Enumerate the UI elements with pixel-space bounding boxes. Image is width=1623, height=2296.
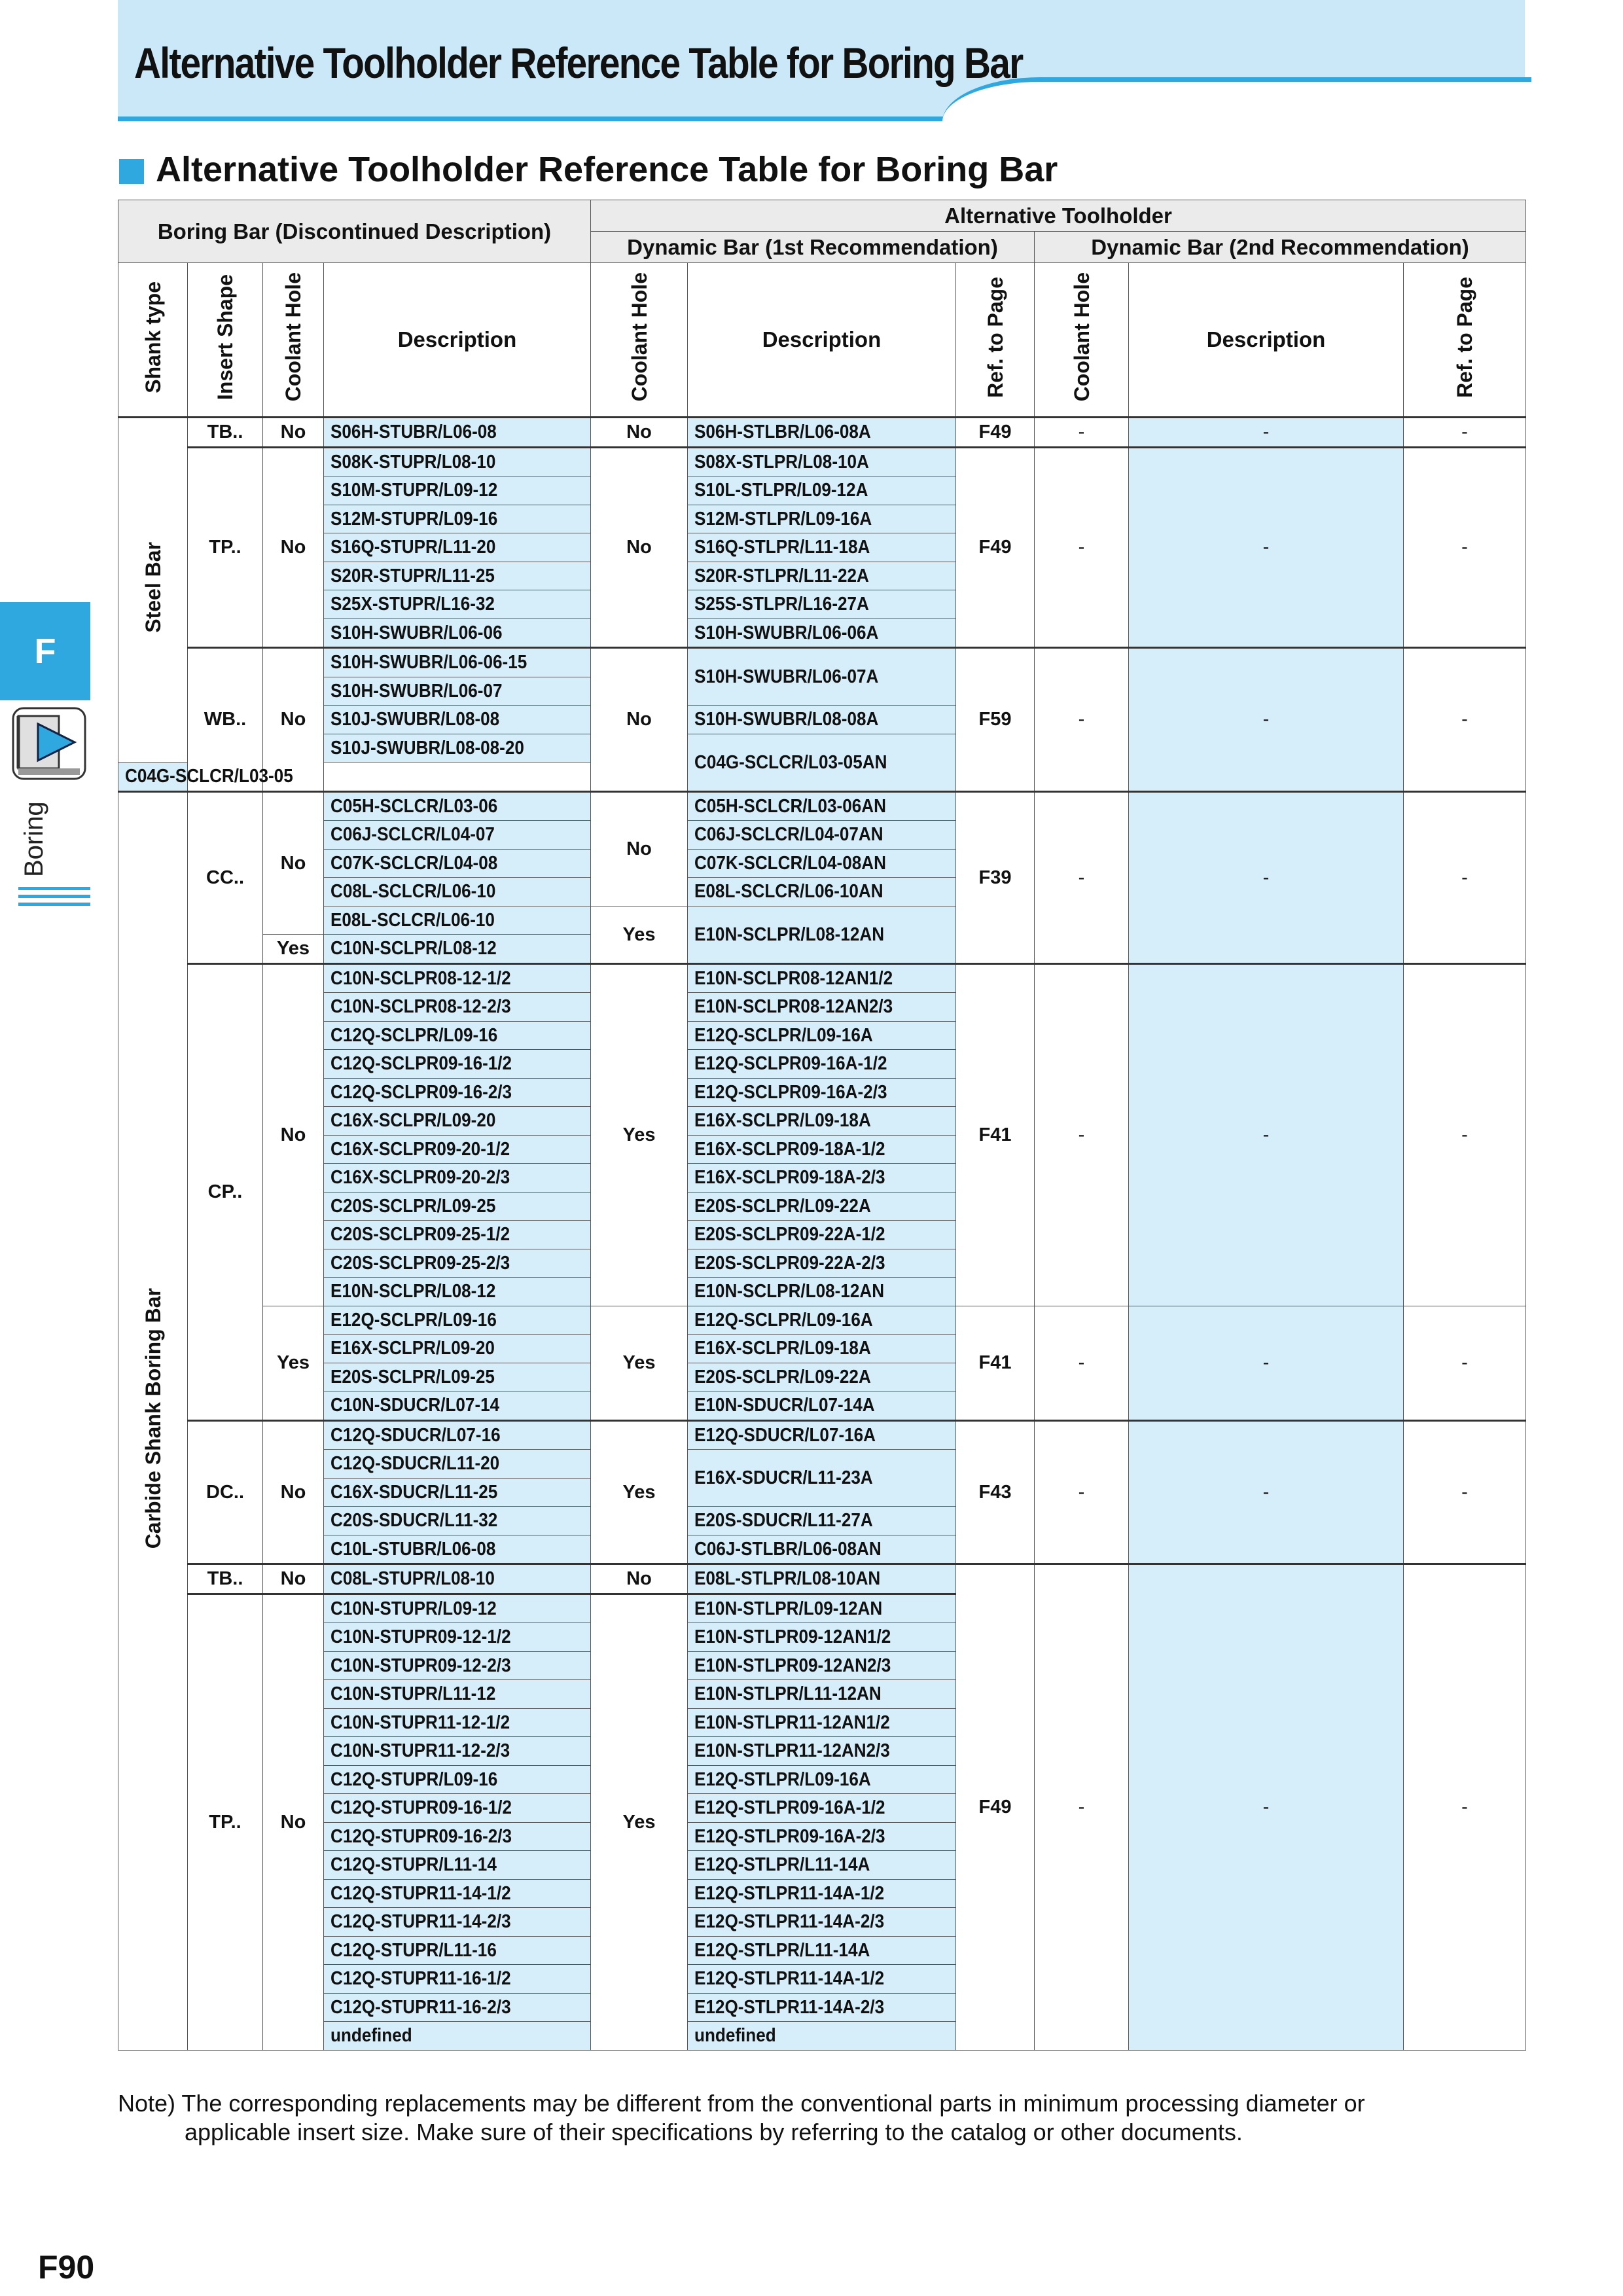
col-ref-page-2nd: Ref. to Page [1404, 263, 1526, 418]
coolant-2nd-cell: - [1035, 418, 1129, 448]
alt-coolant-cell: No [591, 447, 688, 648]
shank-type-cell: Carbide Shank Boring Bar [118, 791, 188, 2050]
table-row [118, 791, 1526, 821]
coolant-2nd-cell: - [1035, 791, 1129, 963]
orig-description-cell: C16X-SCLPR09-20-2/3 [324, 1164, 591, 1193]
orig-description-cell: S10J-SWUBR/L08-08 [324, 706, 591, 734]
coolant-2nd-cell: - [1035, 447, 1129, 648]
orig-description-cell: C16X-SCLPR/L09-20 [324, 1107, 591, 1136]
coolant-cell: Yes [263, 1306, 324, 1420]
col-description-1st: Description [688, 263, 956, 418]
alt-description-cell: E20S-SCLPR/L09-22A [688, 1363, 956, 1391]
orig-description-cell: undefined [324, 2022, 591, 2051]
orig-description-cell: S10J-SWUBR/L08-08-20 [324, 734, 591, 762]
orig-description-cell: S16Q-STUPR/L11-20 [324, 533, 591, 562]
ref-page-2nd-cell: - [1404, 418, 1526, 448]
col-coolant-hole-2nd: Coolant Hole [1035, 263, 1129, 418]
alt-description-cell: undefined [688, 2022, 956, 2051]
orig-description-cell: S25X-STUPR/L16-32 [324, 590, 591, 619]
alt-description-cell: C07K-SCLCR/L04-08AN [688, 849, 956, 878]
ref-page-cell: F49 [956, 418, 1035, 448]
alt-coolant-cell: No [591, 648, 688, 792]
page-title: Alternative Toolholder Reference Table for Boring Bar [134, 39, 1023, 87]
header-alternative: Alternative Toolholder [591, 200, 1526, 232]
orig-description-cell: C10N-STUPR/L09-12 [324, 1594, 591, 1623]
alt-description-cell: E12Q-SCLPR09-16A-1/2 [688, 1050, 956, 1079]
coolant-cell: Yes [263, 935, 324, 964]
alt-description-cell: E10N-SCLPR08-12AN1/2 [688, 963, 956, 993]
coolant-cell: No [263, 791, 324, 935]
alt-description-cell: E16X-SCLPR09-18A-1/2 [688, 1135, 956, 1164]
alt-description-cell: C06J-SCLCR/L04-07AN [688, 821, 956, 850]
orig-description-cell: C10N-STUPR11-12-2/3 [324, 1737, 591, 1766]
alt-description-cell: E12Q-STLPR11-14A-1/2 [688, 1965, 956, 1994]
ref-page-cell: F49 [956, 1564, 1035, 2051]
section-bullet-icon [119, 159, 144, 184]
alt-description-cell: E10N-SDUCR/L07-14A [688, 1391, 956, 1421]
orig-description-cell: C10L-STUBR/L06-08 [324, 1535, 591, 1564]
alt-description-cell: C06J-STLBR/L06-08AN [688, 1535, 956, 1564]
description-2nd-cell: - [1129, 791, 1404, 963]
orig-description-cell: C07K-SCLCR/L04-08 [324, 849, 591, 878]
alt-description-cell: E12Q-STLPR11-14A-2/3 [688, 1993, 956, 2022]
insert-shape-cell: CP.. [188, 963, 263, 1420]
coolant-cell: No [263, 963, 324, 1306]
orig-description-cell: S10H-SWUBR/L06-06 [324, 619, 591, 648]
orig-description-cell: E10N-SCLPR/L08-12 [324, 1278, 591, 1306]
coolant-2nd-cell: - [1035, 648, 1129, 792]
alt-description-cell: S10H-SWUBR/L06-06A [688, 619, 956, 648]
orig-description-cell: C12Q-SCLPR09-16-1/2 [324, 1050, 591, 1079]
description-2nd-cell: - [1129, 1420, 1404, 1564]
ref-page-cell: F49 [956, 447, 1035, 648]
orig-description-cell: C05H-SCLCR/L03-06 [324, 791, 591, 821]
header-curve [942, 77, 1531, 134]
table-row [118, 1564, 1526, 1594]
alt-description-cell: E12Q-SDUCR/L07-16A [688, 1420, 956, 1450]
ref-page-cell: F43 [956, 1420, 1035, 1564]
description-2nd-cell: - [1129, 1564, 1404, 2051]
alt-description-cell: E16X-SCLPR/L09-18A [688, 1107, 956, 1136]
alt-description-cell: E12Q-STLPR/L09-16A [688, 1765, 956, 1794]
col-shank-type: Shank type [118, 263, 188, 418]
alt-description-cell: S10H-SWUBR/L06-07A [688, 648, 956, 706]
description-2nd-cell: - [1129, 418, 1404, 448]
alt-coolant-cell: Yes [591, 1306, 688, 1420]
alt-description-cell: E10N-STLPR/L11-12AN [688, 1680, 956, 1709]
alt-description-cell: E16X-SDUCR/L11-23A [688, 1450, 956, 1507]
orig-description-cell: C16X-SDUCR/L11-25 [324, 1478, 591, 1507]
orig-description-cell: S20R-STUPR/L11-25 [324, 562, 591, 590]
insert-shape-cell: TP.. [188, 1594, 263, 2050]
orig-description-cell: C20S-SDUCR/L11-32 [324, 1507, 591, 1535]
alt-description-cell: S10L-STLPR/L09-12A [688, 476, 956, 505]
alt-description-cell: S06H-STLBR/L06-08A [688, 418, 956, 448]
alt-description-cell: E12Q-SCLPR/L09-16A [688, 1021, 956, 1050]
ref-page-2nd-cell: - [1404, 1564, 1526, 2051]
table-row [118, 447, 1526, 476]
alt-description-cell: E08L-STLPR/L08-10AN [688, 1564, 956, 1594]
header-boring-bar: Boring Bar (Discontinued Description) [118, 200, 591, 263]
orig-description-cell: C06J-SCLCR/L04-07 [324, 821, 591, 850]
insert-shape-cell: TB.. [188, 418, 263, 448]
alt-description-cell: E20S-SCLPR/L09-22A [688, 1192, 956, 1221]
alt-coolant-cell: No [591, 791, 688, 906]
orig-description-cell: S10M-STUPR/L09-12 [324, 476, 591, 505]
alt-description-cell: E16X-SCLPR09-18A-2/3 [688, 1164, 956, 1193]
orig-description-cell: C12Q-STUPR09-16-2/3 [324, 1822, 591, 1851]
side-lines [18, 887, 90, 910]
insert-shape-cell: TB.. [188, 1564, 263, 1594]
coolant-cell: No [263, 1594, 324, 2050]
orig-description-cell: E12Q-SCLPR/L09-16 [324, 1306, 591, 1335]
orig-description-cell: C12Q-STUPR09-16-1/2 [324, 1794, 591, 1823]
side-tab[interactable]: F [0, 602, 90, 700]
alt-description-cell: E12Q-SCLPR/L09-16A [688, 1306, 956, 1335]
coolant-cell: No [263, 648, 324, 792]
orig-description-cell: C08L-STUPR/L08-10 [324, 1564, 591, 1594]
orig-description-cell: C10N-STUPR/L11-12 [324, 1680, 591, 1709]
alt-description-cell: S08X-STLPR/L08-10A [688, 447, 956, 476]
orig-description-cell: C04G-SCLCR/L03-05 [118, 762, 188, 792]
note-line-2: applicable insert size. Make sure of their specifications by referring to the catalog or other documents. [185, 2119, 1243, 2145]
shank-type-cell: Steel Bar [118, 418, 188, 762]
alt-description-cell: C04G-SCLCR/L03-05AN [688, 734, 956, 791]
orig-description-cell: S08K-STUPR/L08-10 [324, 447, 591, 476]
orig-description-cell: C12Q-STUPR11-14-1/2 [324, 1879, 591, 1908]
alt-description-cell: E08L-SCLCR/L06-10AN [688, 878, 956, 906]
alt-coolant-cell: No [591, 418, 688, 448]
col-coolant-hole-1st: Coolant Hole [591, 263, 688, 418]
section-title: Alternative Toolholder Reference Table for Boring Bar [119, 149, 1058, 190]
alt-description-cell: E10N-STLPR09-12AN1/2 [688, 1623, 956, 1652]
alt-description-cell: E12Q-STLPR/L11-14A [688, 1851, 956, 1880]
orig-description-cell: S10H-SWUBR/L06-06-15 [324, 648, 591, 677]
coolant-2nd-cell: - [1035, 963, 1129, 1306]
insert-shape-cell: WB.. [188, 648, 263, 792]
alt-coolant-cell: No [591, 1564, 688, 1594]
table-row [118, 1420, 1526, 1450]
alt-description-cell: S20R-STLPR/L11-22A [688, 562, 956, 590]
alt-description-cell: E20S-SCLPR09-22A-2/3 [688, 1249, 956, 1278]
alt-description-cell: E16X-SCLPR/L09-18A [688, 1335, 956, 1363]
header-accent-line [118, 117, 955, 121]
alt-description-cell: E10N-SCLPR/L08-12AN [688, 1278, 956, 1306]
ref-page-2nd-cell: - [1404, 791, 1526, 963]
orig-description-cell: S06H-STUBR/L06-08 [324, 418, 591, 448]
coolant-2nd-cell: - [1035, 1420, 1129, 1564]
ref-page-cell: F41 [956, 963, 1035, 1306]
description-2nd-cell: - [1129, 447, 1404, 648]
header-dynamic-2nd: Dynamic Bar (2nd Recommendation) [1035, 232, 1526, 263]
ref-page-cell: F41 [956, 1306, 1035, 1420]
ref-page-cell: F59 [956, 648, 1035, 792]
page-number: F90 [38, 2249, 95, 2286]
orig-description-cell: C12Q-STUPR11-14-2/3 [324, 1908, 591, 1937]
orig-description-cell: E20S-SCLPR/L09-25 [324, 1363, 591, 1391]
orig-description-cell: C16X-SCLPR09-20-1/2 [324, 1135, 591, 1164]
orig-description-cell: C10N-SCLPR08-12-1/2 [324, 963, 591, 993]
orig-description-cell: C12Q-STUPR/L11-16 [324, 1936, 591, 1965]
reference-table [118, 200, 1526, 2051]
alt-description-cell: E10N-STLPR11-12AN2/3 [688, 1737, 956, 1766]
alt-description-cell: E10N-SCLPR08-12AN2/3 [688, 993, 956, 1022]
coolant-cell: No [263, 1564, 324, 1594]
ref-page-2nd-cell: - [1404, 447, 1526, 648]
table-row [118, 1306, 1526, 1335]
description-2nd-cell: - [1129, 963, 1404, 1306]
orig-description-cell: C12Q-STUPR11-16-2/3 [324, 1993, 591, 2022]
coolant-cell: No [263, 418, 324, 448]
alt-coolant-cell: Yes [591, 1420, 688, 1564]
insert-shape-cell: TP.. [188, 447, 263, 648]
alt-description-cell: E10N-SCLPR/L08-12AN [688, 906, 956, 963]
coolant-2nd-cell: - [1035, 1564, 1129, 2051]
alt-description-cell: S16Q-STLPR/L11-18A [688, 533, 956, 562]
side-label: Boring [20, 801, 48, 877]
alt-description-cell: E10N-STLPR09-12AN2/3 [688, 1651, 956, 1680]
orig-description-cell: E08L-SCLCR/L06-10 [324, 906, 591, 935]
alt-description-cell: E12Q-STLPR09-16A-2/3 [688, 1822, 956, 1851]
orig-description-cell: C12Q-SCLPR09-16-2/3 [324, 1078, 591, 1107]
alt-coolant-cell: Yes [591, 1594, 688, 2050]
orig-description-cell: C20S-SCLPR09-25-1/2 [324, 1221, 591, 1249]
ref-page-cell: F39 [956, 791, 1035, 963]
orig-description-cell: C10N-SDUCR/L07-14 [324, 1391, 591, 1421]
coolant-2nd-cell: - [1035, 1306, 1129, 1420]
alt-description-cell: E10N-STLPR/L09-12AN [688, 1594, 956, 1623]
alt-description-cell: E10N-STLPR11-12AN1/2 [688, 1708, 956, 1737]
alt-coolant-cell: Yes [591, 906, 688, 963]
col-ref-page-1st: Ref. to Page [956, 263, 1035, 418]
orig-description-cell: C12Q-STUPR/L09-16 [324, 1765, 591, 1794]
alt-description-cell: E12Q-STLPR11-14A-2/3 [688, 1908, 956, 1937]
ref-page-2nd-cell: - [1404, 1306, 1526, 1420]
alt-description-cell: C05H-SCLCR/L03-06AN [688, 791, 956, 821]
alt-coolant-cell: Yes [591, 963, 688, 1306]
header-dynamic-1st: Dynamic Bar (1st Recommendation) [591, 232, 1035, 263]
ref-page-2nd-cell: - [1404, 1420, 1526, 1564]
insert-shape-cell: CC.. [188, 791, 263, 963]
ref-page-2nd-cell: - [1404, 648, 1526, 792]
orig-description-cell: C12Q-SCLPR/L09-16 [324, 1021, 591, 1050]
orig-description-cell: C12Q-SDUCR/L07-16 [324, 1420, 591, 1450]
orig-description-cell: S10H-SWUBR/L06-07 [324, 677, 591, 706]
alt-description-cell: S10H-SWUBR/L08-08A [688, 706, 956, 734]
note [118, 2089, 1525, 2147]
ref-page-2nd-cell: - [1404, 963, 1526, 1306]
col-description-2nd: Description [1129, 263, 1404, 418]
alt-description-cell: E20S-SCLPR09-22A-1/2 [688, 1221, 956, 1249]
orig-description-cell: C10N-SCLPR/L08-12 [324, 935, 591, 964]
orig-description-cell: C10N-STUPR11-12-1/2 [324, 1708, 591, 1737]
alt-description-cell: E12Q-STLPR11-14A-1/2 [688, 1879, 956, 1908]
description-2nd-cell: - [1129, 1306, 1404, 1420]
orig-description-cell: C20S-SCLPR/L09-25 [324, 1192, 591, 1221]
description-2nd-cell: - [1129, 648, 1404, 792]
orig-description-cell: C10N-STUPR09-12-1/2 [324, 1623, 591, 1652]
orig-description-cell: C08L-SCLCR/L06-10 [324, 878, 591, 906]
alt-description-cell: E20S-SDUCR/L11-27A [688, 1507, 956, 1535]
orig-description-cell: S12M-STUPR/L09-16 [324, 505, 591, 533]
alt-description-cell: E12Q-STLPR09-16A-1/2 [688, 1794, 956, 1823]
col-insert-shape: Insert Shape [188, 263, 263, 418]
orig-description-cell: E16X-SCLPR/L09-20 [324, 1335, 591, 1363]
orig-description-cell: C20S-SCLPR09-25-2/3 [324, 1249, 591, 1278]
alt-description-cell: S25S-STLPR/L16-27A [688, 590, 956, 619]
table-row [118, 418, 1526, 448]
table-row [118, 648, 1526, 677]
orig-description-cell: C12Q-STUPR/L11-14 [324, 1851, 591, 1880]
orig-description-cell: C12Q-STUPR11-16-1/2 [324, 1965, 591, 1994]
col-description: Description [324, 263, 591, 418]
alt-description-cell: E12Q-SCLPR09-16A-2/3 [688, 1078, 956, 1107]
alt-description-cell: E12Q-STLPR/L11-14A [688, 1936, 956, 1965]
insert-shape-cell: DC.. [188, 1420, 263, 1564]
alt-description-cell: S12M-STLPR/L09-16A [688, 505, 956, 533]
table-row [118, 963, 1526, 993]
coolant-cell: No [263, 447, 324, 648]
orig-description-cell: C12Q-SDUCR/L11-20 [324, 1450, 591, 1479]
orig-description-cell: C10N-SCLPR08-12-2/3 [324, 993, 591, 1022]
note-line-1: Note) The corresponding replacements may be different from the conventional parts in minimum processing diameter or [118, 2090, 1365, 2117]
orig-description-cell: C10N-STUPR09-12-2/3 [324, 1651, 591, 1680]
coolant-cell: No [263, 1420, 324, 1564]
col-coolant-hole: Coolant Hole [263, 263, 324, 418]
